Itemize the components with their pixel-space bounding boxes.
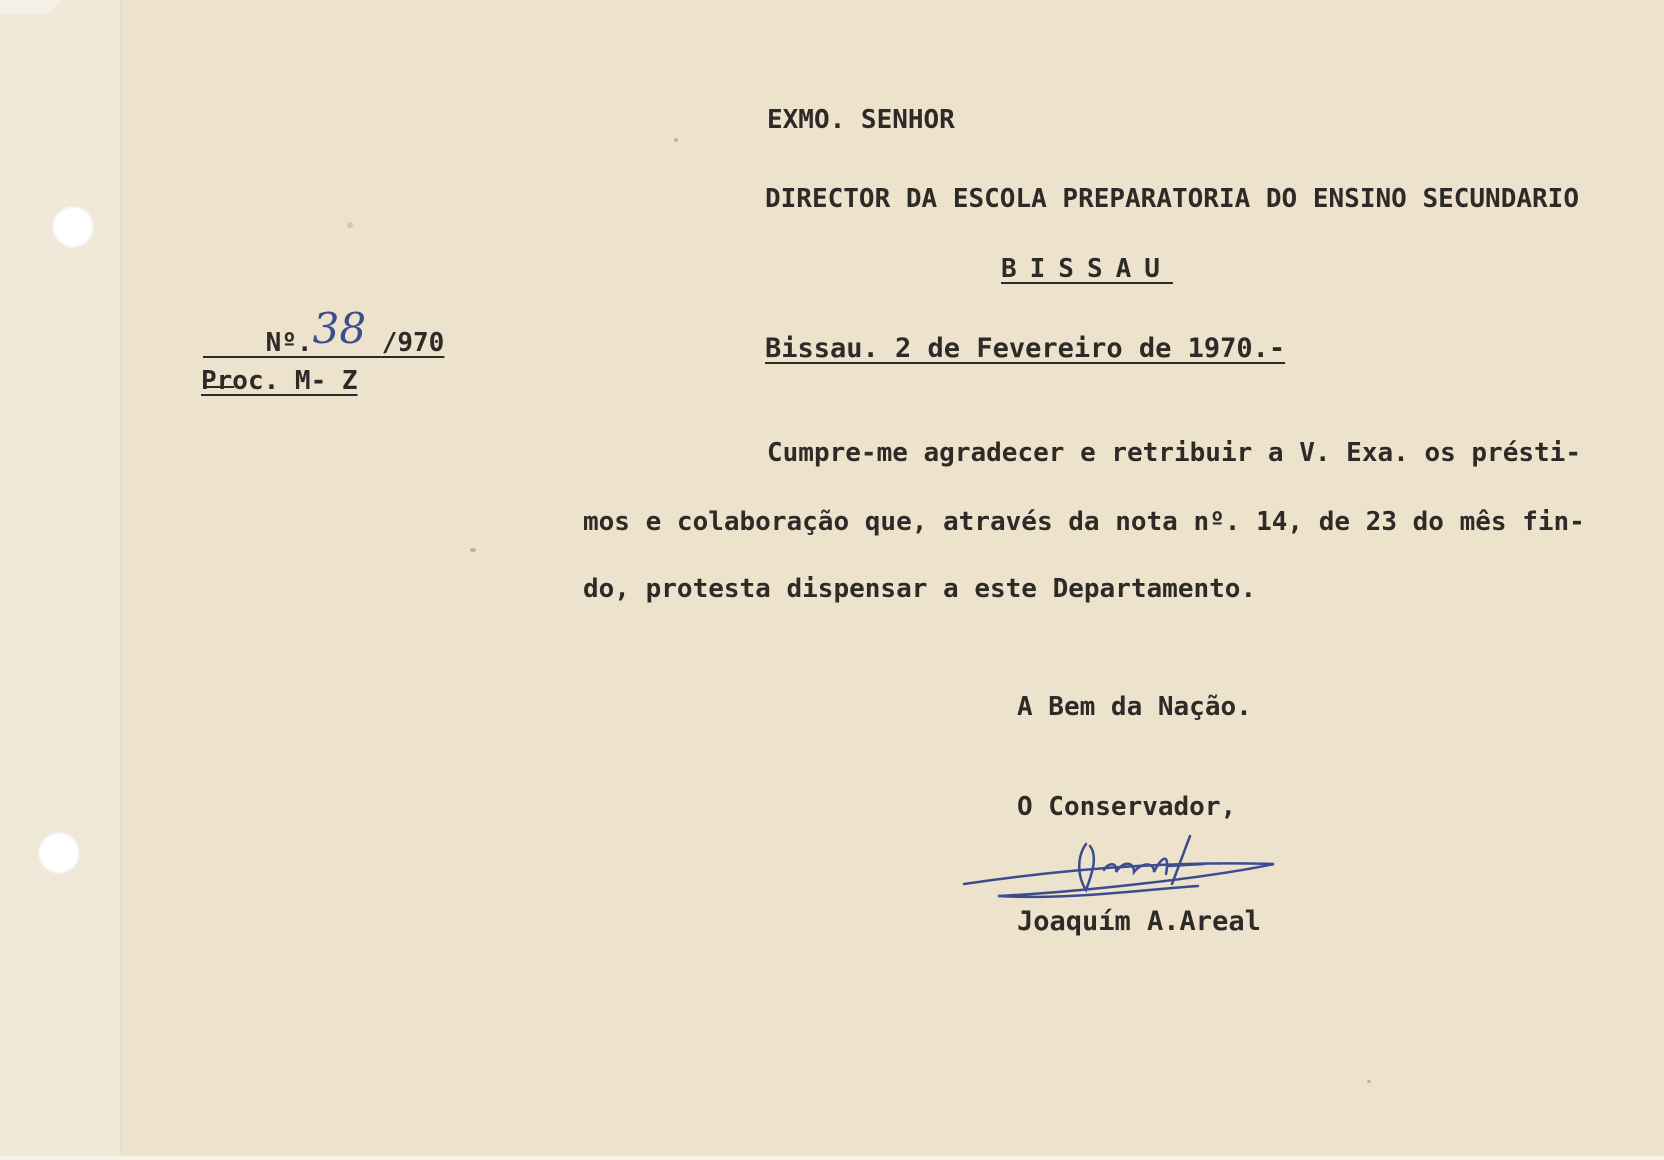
body-line-1: Cumpre-me agradecer e retribuir a V. Exa. os présti- bbox=[767, 438, 1581, 468]
reference-number-prefix: Nº. bbox=[265, 328, 313, 358]
body-line-3: do, protesta dispensar a este Departamento. bbox=[583, 574, 1257, 604]
paper-speck bbox=[674, 138, 678, 142]
salutation: EXMO. SENHOR bbox=[767, 105, 955, 135]
process-reference: Proc. M- Z bbox=[201, 366, 358, 396]
addressee-city: BISSAU bbox=[1001, 254, 1173, 284]
addressee-title: DIRECTOR DA ESCOLA PREPARATORIA DO ENSINO SECUNDARIO bbox=[765, 184, 1579, 214]
closing: A Bem da Nação. bbox=[1017, 692, 1252, 722]
body-line-2: mos e colaboração que, através da nota nº. 14, de 23 do mês fin- bbox=[583, 507, 1585, 537]
paper-speck bbox=[1367, 1080, 1371, 1083]
date-line: Bissau. 2 de Fevereiro de 1970.- bbox=[765, 333, 1286, 364]
handwritten-number: 38 bbox=[312, 304, 367, 353]
paper-speck bbox=[347, 222, 353, 228]
paper-speck bbox=[470, 548, 476, 552]
paper-bottom-edge bbox=[0, 1156, 1664, 1160]
punch-hole-top bbox=[52, 206, 94, 248]
signatory-name: Joaquím A.Areal bbox=[1017, 906, 1261, 937]
paper-fold-margin bbox=[0, 0, 121, 1160]
signatory-title: O Conservador, bbox=[1017, 792, 1237, 822]
reference-number-suffix: /970 bbox=[381, 328, 445, 358]
punch-hole-bottom bbox=[38, 832, 80, 874]
